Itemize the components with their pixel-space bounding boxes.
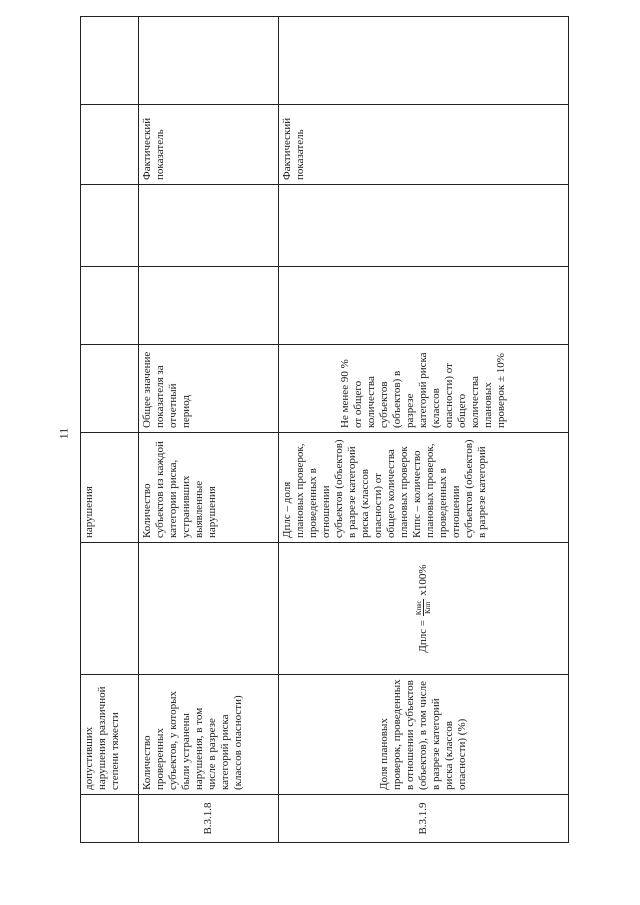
header-empty-cell-3: [81, 17, 139, 105]
row-definition-cell: [279, 433, 569, 543]
header-indicator-cell: допустивших нарушения различной степени тяжести: [81, 675, 139, 795]
row-indicator-cell: Количество проверенных субъектов, у которых были устранены нарушения, в том числе в разрезе категорий риска (классов опасности): [139, 675, 279, 795]
header-empty-cell-1: [81, 267, 139, 345]
header-source-cell: [81, 105, 139, 185]
table-row-b319: [279, 17, 569, 843]
table-frame: [80, 17, 568, 843]
row-code-cell: В.3.1.9: [279, 795, 569, 843]
formula-lhs: Дплс: [417, 628, 430, 653]
table-header-row: [81, 17, 139, 843]
row-code-cell: В.3.1.8: [139, 795, 279, 843]
page-number: 11: [56, 427, 71, 440]
header-target-cell: [81, 345, 139, 433]
definition-part-2: Кппс – количество плановых проверок, проведенных в отношении субъектов (объектов) в разрезе категорий: [411, 439, 488, 538]
formula-rhs: x100%: [417, 564, 430, 596]
row-source-cell: Фактический показатель: [139, 105, 279, 185]
header-formula-cell: [81, 543, 139, 675]
header-definition-cell: нарушения: [81, 433, 139, 543]
row-definition-cell: Количество субъектов из каждой категории риска, устранивших выявленные нарушения: [139, 433, 279, 543]
table-row-b318: [139, 17, 279, 843]
row-empty-cell-3: [279, 17, 569, 105]
definition-part-1: Дплс – доля плановых проверок, проведенных в отношении субъектов (объектов) в разрезе категорий риска (классов опасности) от общего количества плановых проверок: [281, 439, 410, 538]
row-formula-cell: [139, 543, 279, 675]
formula-numerator: Кпвс: [415, 600, 423, 616]
row-empty-cell-3: [139, 17, 279, 105]
rotated-table-container: [80, 17, 568, 843]
row-source-cell: Фактический показатель: [279, 105, 569, 185]
row-target-cell: Общее значение показателя за отчетный период: [139, 345, 279, 433]
row-empty-cell-1: [279, 267, 569, 345]
header-empty-cell-2: [81, 185, 139, 267]
row-empty-cell-2: [139, 185, 279, 267]
header-code-cell: [81, 795, 139, 843]
indicators-table: [80, 16, 569, 843]
formula-denominator: Кпп: [424, 601, 432, 614]
row-target-cell: Не менее 90 % от общего количества субъектов (объектов) в разрезе категорий риска (классов опасности) от общего количества плановых проверок ± 10%: [279, 345, 569, 433]
formula-eq: =: [417, 619, 430, 627]
row-empty-cell-2: [279, 185, 569, 267]
row-empty-cell-1: [139, 267, 279, 345]
formula-fraction: [415, 599, 432, 616]
row-formula-cell: [279, 543, 569, 675]
row-indicator-cell: Доля плановых проверок, проведенных в отношении субъектов (объектов), в том числе в разрезе категорий риска (классов опасности) (%): [279, 675, 569, 795]
